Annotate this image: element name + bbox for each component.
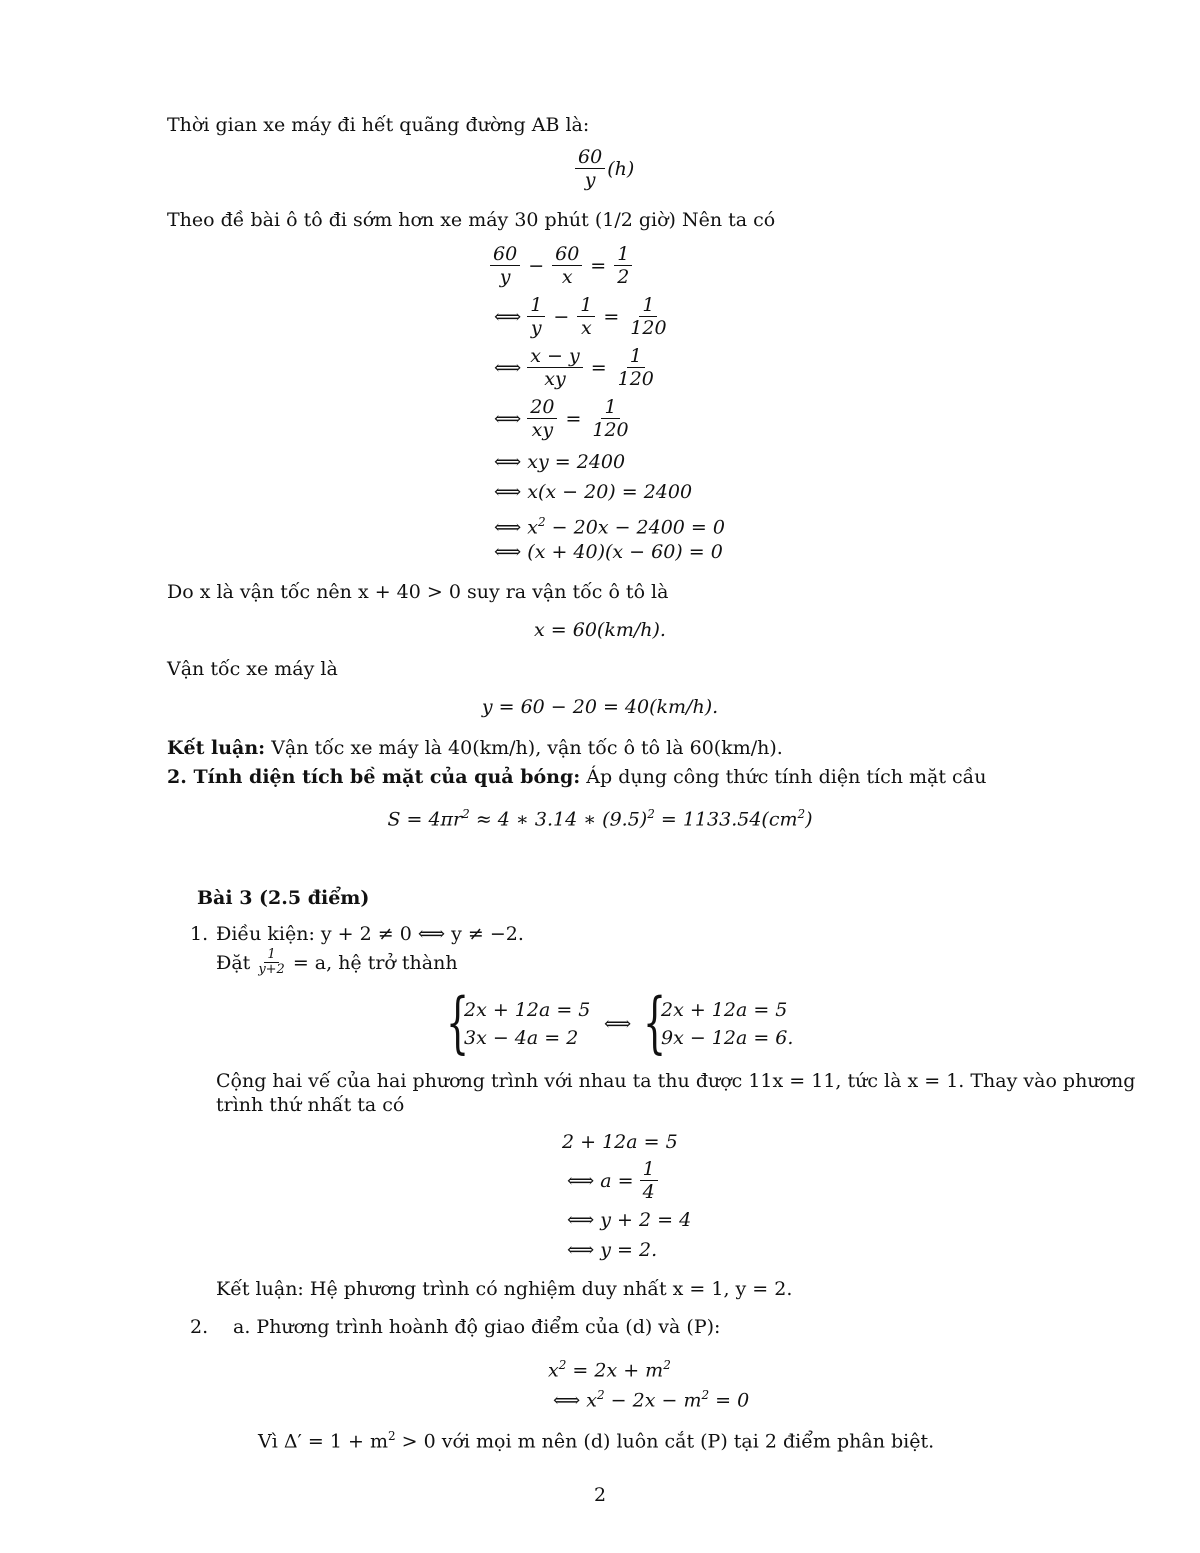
part-2-heading: 2. Tính diện tích bề mặt của quả bóng: Áp dụng công thức tính diện tích mặt cầu <box>167 766 987 788</box>
item2-number: 2. <box>190 1316 209 1338</box>
bai3-heading: Bài 3 (2.5 điểm) <box>197 887 370 909</box>
system-left: 2x + 12a = 5 3x − 4a = 2 <box>464 999 591 1049</box>
right-brace: { <box>643 984 667 1061</box>
q2: ⟺ $x^2 - 2x - m^2 = 0$ <box>553 1388 750 1412</box>
frac-num: 60 <box>575 146 605 169</box>
item1-number: 1. <box>190 923 209 945</box>
deriv-row-2: ⟺ $\frac{1}{y}$ − $\frac{1}{x}$ = $\frac{1}{120}$ <box>494 294 667 339</box>
vantoc-xm-text: Vận tốc xe máy là <box>167 658 338 680</box>
deriv-row-8: ⟺ (x + 40)(x − 60) = 0 <box>494 541 723 563</box>
deriv-row-5: ⟺ xy = 2400 <box>494 451 626 473</box>
time-equation <box>573 146 634 191</box>
item2-a-text: a. Phương trình hoành độ giao điểm của (d) và (P): <box>233 1316 721 1338</box>
e3: ⟺ y + 2 = 4 <box>567 1209 692 1231</box>
deriv-row-1: $\frac{60}{y}$ − $\frac{60}{x}$ = $\frac{1}{2}$ <box>488 243 634 288</box>
frac-den: y <box>584 169 596 191</box>
intro-time-text: Thời gian xe máy đi hết quãng đường AB là: <box>167 114 590 136</box>
ketluan-1: Kết luận: Vận tốc xe máy là 40(km/h), vận tốc ô tô là 60(km/h). <box>167 737 783 759</box>
item1-condition: Điều kiện: y + 2 ≠ 0 ⟺ y ≠ −2. <box>216 923 524 945</box>
system-right: 2x + 12a = 5 9x − 12a = 6. <box>661 999 794 1049</box>
system-iff: ⟺ <box>604 1013 632 1035</box>
item1-conclusion: Kết luận: Hệ phương trình có nghiệm duy nhất x = 1, y = 2. <box>216 1278 793 1300</box>
eq-y: y = 60 − 20 = 40(km/h). <box>481 696 719 718</box>
page-number: 2 <box>593 1484 607 1506</box>
deriv-row-7: ⟺ $x^2 - 20x - 2400 = 0$ <box>494 515 725 539</box>
deriv-row-4: ⟺ $\frac{20}{xy}$ = $\frac{1}{120}$ <box>494 396 629 441</box>
e2: ⟺ a = $\frac{1}{4}$ <box>567 1158 660 1203</box>
q1: $x^2 = 2x + m^2$ <box>548 1358 671 1382</box>
do-x-text: Do x là vận tốc nên x + 40 > 0 suy ra vận tốc ô tô là <box>167 581 669 603</box>
eq-x: x = 60(km/h). <box>534 619 666 641</box>
e4: ⟺ y = 2. <box>567 1239 658 1261</box>
deriv-row-3: ⟺ $\frac{x - y}{xy}$ = $\frac{1}{120}$ <box>494 345 654 390</box>
cong-text-2: trình thứ nhất ta có <box>216 1094 405 1116</box>
deriv-row-6: ⟺ x(x − 20) = 2400 <box>494 481 693 503</box>
vi-text: Vì $\Delta' = 1 + m^2 > 0$ với mọi m nên (d) luôn cắt (P) tại 2 điểm phân biệt. <box>258 1429 935 1453</box>
e1: 2 + 12a = 5 <box>562 1131 678 1153</box>
cong-text-1: Cộng hai vế của hai phương trình với nhau ta thu được 11x = 11, tức là x = 1. Thay vào phương <box>216 1070 1136 1092</box>
left-brace: { <box>446 984 470 1061</box>
theo-text: Theo đề bài ô tô đi sớm hơn xe máy 30 phút (1/2 giờ) Nên ta có <box>167 209 776 231</box>
eq-surface: $S = 4\pi r^2 \approx 4$ ∗ 3.14 ∗ $(9.5)^2 = 1133.54(cm^2)$ <box>387 807 813 831</box>
time-unit: (h) <box>607 157 635 180</box>
item1-dat: Đặt $\frac{1}{y+2}$ = a, hệ trở thành <box>216 947 458 977</box>
